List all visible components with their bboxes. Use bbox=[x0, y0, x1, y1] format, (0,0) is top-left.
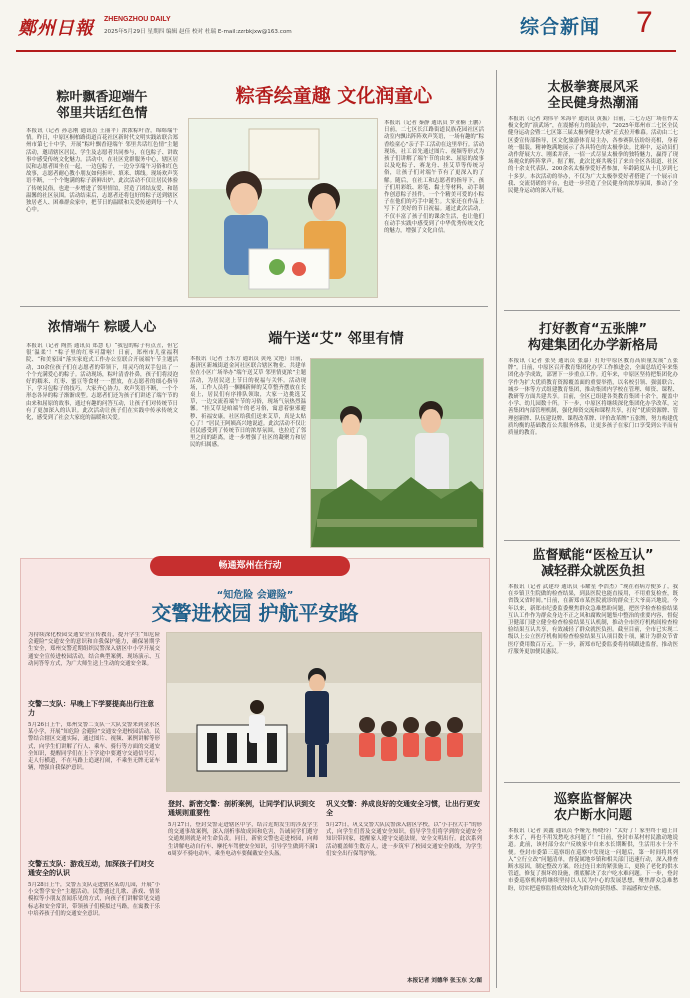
section-title: 综合新闻 bbox=[520, 16, 601, 38]
story4-headline: 端午送“艾” 邻里有情 bbox=[268, 331, 404, 347]
story8-title-line1: 巡察监督解决 bbox=[553, 792, 632, 807]
police-classroom-photo bbox=[167, 633, 482, 792]
feature-body-3: 5月27日，登封交警走进辖区中学，结合近期发生的涉及学生的交通事故案例，深入剖析事故成因和危害，告诫同学们遵守交通规则就是对生命负责。同日，新密交警也走进校园，向师生讲解电动自行车、摩托车驾驶安全知识，引导学生做到不满16周岁不骑电动车，乘坐电动车要佩戴安全头盔。 bbox=[168, 822, 318, 857]
story1-title-line1: 粽叶飘香迎端午 bbox=[56, 90, 148, 105]
story6-body: 本报讯（记者 张昊 通讯员 张嘉）打好中原区教育高质量发展“五张牌”。日前，中原区召开教育集团化办学工作推进会，全面总结近年来集团化办学成效，部署下一步重点工作。近年来，中原区坚持把集团化办学作为扩大优质教育资源覆盖面的重要举措，以名校引领、强弱联合、城乡一体等方式组建教育集团，推动集团内学校在管理、师资、课程、教研等方面共建共享。目前，全区已组建各类教育集团十余个，覆盖中小学、幼儿园数十所。下一步，中原区将继续深化集团化办学改革，完善集团内部管理机制，强化师资交流和课程共享，打好“优质资源牌、管理创新牌、队伍建设牌、课程改革牌、评价改革牌”五张牌，努力构建优质均衡的基础教育公共服务体系，让更多孩子在家门口享受到公平而有质量的教育。 bbox=[508, 358, 678, 437]
feature-body-2: 5月28日上午，交警五支队走进辖区某幼儿园，开展“小小交警学安全”主题活动。民警通过儿歌、游戏、情景模拟等小朋友喜闻乐见的方式，向孩子们讲解常见交通标志和安全常识，带领孩子们模拟过马路，在寓教于乐中培养孩子们的交通安全意识。 bbox=[28, 882, 160, 917]
feature-subhead-4: 巩义交警：养成良好的交通安全习惯，让出行更安全 bbox=[326, 800, 480, 817]
masthead-divider bbox=[16, 50, 676, 52]
story8-title-line2: 农户断水问题 bbox=[553, 808, 632, 823]
story6-headline bbox=[508, 322, 678, 354]
feature-kicker: “知危险 会避险” bbox=[216, 590, 294, 601]
feature-byline: 本报记者 刘德华 张玉东 文/图 bbox=[406, 978, 482, 984]
row-rule-top bbox=[20, 306, 488, 307]
story7-body: 本报讯（记者 武建玲 通讯员 韦耀星 李浩杰）“现在看病方便多了，我在乡镇卫生院做的检查结果，到县医院也能直接用，不用重复检查，既省钱又省时间。”日前，在新郑市某医院就诊的群众王大爷高兴地说。今年以来，新郑市纪委监委聚焦群众急难愁盼问题，把医学检查检验结果互认工作作为群众身边不正之风和腐败问题集中整治的重要内容，督促卫健部门建立健全检查检验结果互认机制，推动全市医疗机构间检查检验结果互认共享，有效减轻了群众就医负担。截至目前，全市已实现二级以上公立医疗机构间检查检验结果互认项目数十项，累计为群众节省医疗费用数百万元。下一步，新郑市纪委监委将持续跟进监督，推动医疗服务更加便民惠民。 bbox=[508, 584, 678, 655]
story1-headline bbox=[26, 90, 178, 122]
story4-photo bbox=[310, 358, 484, 548]
story8-headline bbox=[508, 792, 678, 824]
story4-body: 本报讯（记者 王东方 通讯员 黄苑 文艳）日前，惠济区新城街道金河社区联合辖区物业、共建单位在小区广场举办“端午送艾草 邻里情更浓”主题活动，为居民送上节日的祝福与关怀。活动现场，工作人员将一捆捆新鲜的艾草整齐摆放在长桌上，居民们有序排队领取，大家一边挑选艾草，一边交流着端午节的习俗，现场气氛热烈温馨。“挂艾草是咱端午的老习俗，寓意着驱邪避秽、祈福安康，社区给我们送来艾草，真是太贴心了！”居民王阿姨高兴地说道。此次活动不仅让居民感受到了传统节日的浓厚氛围，也拉近了邻里之间的距离，进一步增强了社区的凝聚力和居民的归属感。 bbox=[190, 356, 306, 449]
feature-subhead-1: 交警二支队：早晚上下学要提高出行注意力 bbox=[28, 700, 154, 717]
feature-body-1: 5月26日上午，郑州交警二支队一大队交警来到金水区某小学，开展“知危险 会避险”交通安全进校园活动。民警结合辖区交通实际，通过图片、视频、案例讲解等形式，向学生们讲解了行人、乘车、骑行等方面的交通安全知识，提醒同学们在上下学途中要遵守交通信号灯，走人行横道，不在马路上追逐打闹，不乘坐无牌无证车辆，增强自我保护意识。 bbox=[28, 722, 160, 772]
feature-banner-label: 畅通郑州在行动 bbox=[218, 561, 282, 571]
column-rule-right bbox=[496, 70, 497, 988]
story2-photo bbox=[188, 118, 378, 298]
story7-title-line1: 监督赋能“医检互认” bbox=[532, 548, 654, 563]
children-drawing-photo bbox=[189, 119, 378, 298]
story6-title-line1: 打好教育“五张牌” bbox=[538, 322, 648, 337]
mugwort-distribution-photo bbox=[311, 359, 484, 548]
newspaper-logo: 鄭州日報 bbox=[18, 18, 94, 39]
right-rule-1 bbox=[504, 310, 680, 311]
page-number: 7 bbox=[636, 6, 653, 39]
right-rule-3 bbox=[504, 782, 680, 783]
feature-body-4: 5月27日，巩义交警大队民警深入辖区学校，以“小手拉大手”的形式，向学生们普及交通安全知识，倡导学生们将学到的交通安全知识带回家，提醒家人遵守交通法规，安全文明出行。此次系列活动覆盖师生数万人，进一步筑牢了校园交通安全防线，为学生们安全出行保驾护航。 bbox=[326, 822, 482, 857]
dateline: 2025年5月29日 星期四 编辑 赵佳 校对 杜瑞 E-mail:zzrbkjxw@163.com bbox=[104, 29, 292, 35]
feature-subhead-3: 登封、新密交警：剖析案例，让同学们认识到交通规则重要性 bbox=[168, 800, 315, 817]
story3-headline: 浓情端午 粽暖人心 bbox=[47, 320, 157, 335]
story2-headline: 粽香绘童趣 文化润童心 bbox=[235, 85, 433, 107]
story5-title-line2: 全民健身热潮涌 bbox=[547, 96, 639, 111]
masthead bbox=[0, 0, 690, 56]
story7-headline bbox=[508, 548, 678, 580]
newspaper-english-name: ZHENGZHOU DAILY bbox=[104, 16, 171, 23]
story8-body: 本报讯（记者 黄鑫 通讯员 李娅光 杨晓玲）“太好了！家里终于通上自来水了，再也不用发愁吃水问题了！”日前，登封市某村村民激动地说道。此前，该村部分农户反映家中自来水长期断供，生活用水十分不便。登封市委第三巡察组在巡察中发现这一问题后，第一时间将其列入“立行立改”问题清单，督促属地乡镇和相关部门迅速行动，深入排查断水原因，制定整改方案。经过连日来的紧张施工，更换了老化的供水管道，修复了损坏的设施，彻底解决了农户吃水难问题。下一步，登封市委巡察机构将继续坚持以人民为中心的发展思想，聚焦群众急难愁盼，切实把巡察监督成效转化为群众的获得感、幸福感和安全感。 bbox=[508, 828, 678, 892]
story2-body: 本报讯（记者 秦静 通讯员 罗亚楠 王鹏）日前，二七区长江路街道民族花园社区活动室内飘出阵阵欢声笑语，一场有趣的“粽香绘童心”亲子手工活动在这里举行。活动现场，社工首先通过图片、视频等形式为孩子们讲解了端午节的由来、屈原的故事以及吃粽子、赛龙舟、挂艾草等传统习俗，让孩子们对端午节有了更深入的了解。随后，在社工和志愿者的指导下，孩子们用彩纸、彩笔、黏土等材料，动手制作创意粽子挂件，一个个精美可爱的小粽子在他们的巧手中诞生。大家还在作品上写下了美好的节日祝福。通过此次活动，不仅丰富了孩子们的课余生活，也让他们在动手实践中感受到了中华优秀传统文化的魅力，增强了文化自信。 bbox=[384, 120, 484, 235]
story5-headline bbox=[508, 80, 678, 112]
right-rule-2 bbox=[504, 540, 680, 541]
story6-title-line2: 构建集团化办学新格局 bbox=[527, 338, 658, 353]
story5-body: 本报讯（记者 刘伟平 朱海平 通讯员 黄振）日前，二七万达广场在作太极文化的“演武场”，在震撼有力的鼓点中，“2025年郑州市二七区全民健身运动会暨二七区第三届太极拳健身大赛”正式拉开帷幕。活动由二七区委宣传部指导，区文化旅游体育局主办，各参赛队伍纷纷亮相，身着统一服装，精神饱满地展示了各具特色的太极拳法。比赛中，运动员们动作舒展大方、刚柔并济，一招一式尽显太极拳的独特魅力，赢得了现场观众的阵阵掌声。据了解，此次比赛共吸引了来自全区各街道、社区的十余支代表队、200余名太极拳爱好者参加，年龄跨度从十几岁到七十多岁。本次活动的举办，不仅为广大太极拳爱好者搭建了一个展示自我、交流切磋的平台，也进一步营造了全民健身的浓厚氛围，推动了全民健身运动的深入开展。 bbox=[508, 116, 678, 195]
story7-title-line2: 减轻群众就医负担 bbox=[540, 564, 645, 579]
feature-banner bbox=[150, 556, 350, 576]
feature-lead: 为持续深化校园交通安全宣传教育，提升学生“知危险 会避险”交通安全的意识和自我保护能力，确保暑期学生安全，郑州交警近期组织民警深入辖区中小学开展交通安全宣传进校园活动，结合典型案例、现场演示、互动问答等方式，为广大师生送上生动的交通安全课。 bbox=[28, 632, 160, 667]
story1-title-line2: 邻里共话红色情 bbox=[56, 106, 148, 121]
story5-title-line1: 太极拳赛展风采 bbox=[547, 80, 639, 95]
story1-body: 本报讯（记者 孙志刚 通讯员 王丽平）浓浓粽叶香，绵绵端午情。昨日，中原区桐柏路街道百花社区新时代文明实践站联合郑州市第七十中学，开展“粽叶飘香迎端午 邻里共话红色情”主题活动，邀请辖区居民、学生及志愿者共同参与，在包粽子、讲故事中感受传统文化魅力。活动中，在社区党群服务中心，辖区居民和志愿者围坐在一起，一边包粽子，一边分享端午习俗和红色故事，志愿者耐心教小朋友如何折叶、填米、绑线。现场欢声笑语不断，一个个饱满的粽子新鲜出炉。此次活动不仅让居民体验了传统民俗，也进一步增进了邻里情谊，营造了团结友爱、和谐温馨的社区氛围。活动结束后，志愿者还将包好的粽子送到辖区独居老人、困难群众家中，把节日的温暖和关爱传递到每一个人心中。 bbox=[26, 128, 178, 214]
feature-subhead-2: 交警五支队：游戏互动，加深孩子们对交通安全的认识 bbox=[28, 860, 154, 877]
feature-photo bbox=[166, 632, 482, 792]
feature-headline: 交警进校园 护航平安路 bbox=[151, 601, 359, 625]
story3-body: 本报讯（记者 陶然 通讯员 郑慧飞）“我包的粽子有点丑，但它很‘温柔’！”粽子里的红枣可甜啦！日前，郑州市儿童福利院、“和美家园”落实家庭式工作办公室联合开展端午节主题活动，30余位孩子们在志愿者的带领下，用灵巧的双手包出了一个个充满爱心的粽子。活动现场，粽叶清香扑鼻，孩子们将浸泡好的糯米、红枣、蜜豆等食材一一摆放，在志愿者的细心指导下，学习包粽子的技巧。大家齐心协力，欢声笑语不断，一个个形态各异的粽子渐渐成型。志愿者们还为孩子们讲述了端午节的由来和屈原的故事，通过有趣的问答互动，让孩子们对传统节日有了更加深入的认识。此次活动让孩子们在实践中传承传统文化，感受到了社会大家庭的温暖和关爱。 bbox=[26, 343, 178, 422]
